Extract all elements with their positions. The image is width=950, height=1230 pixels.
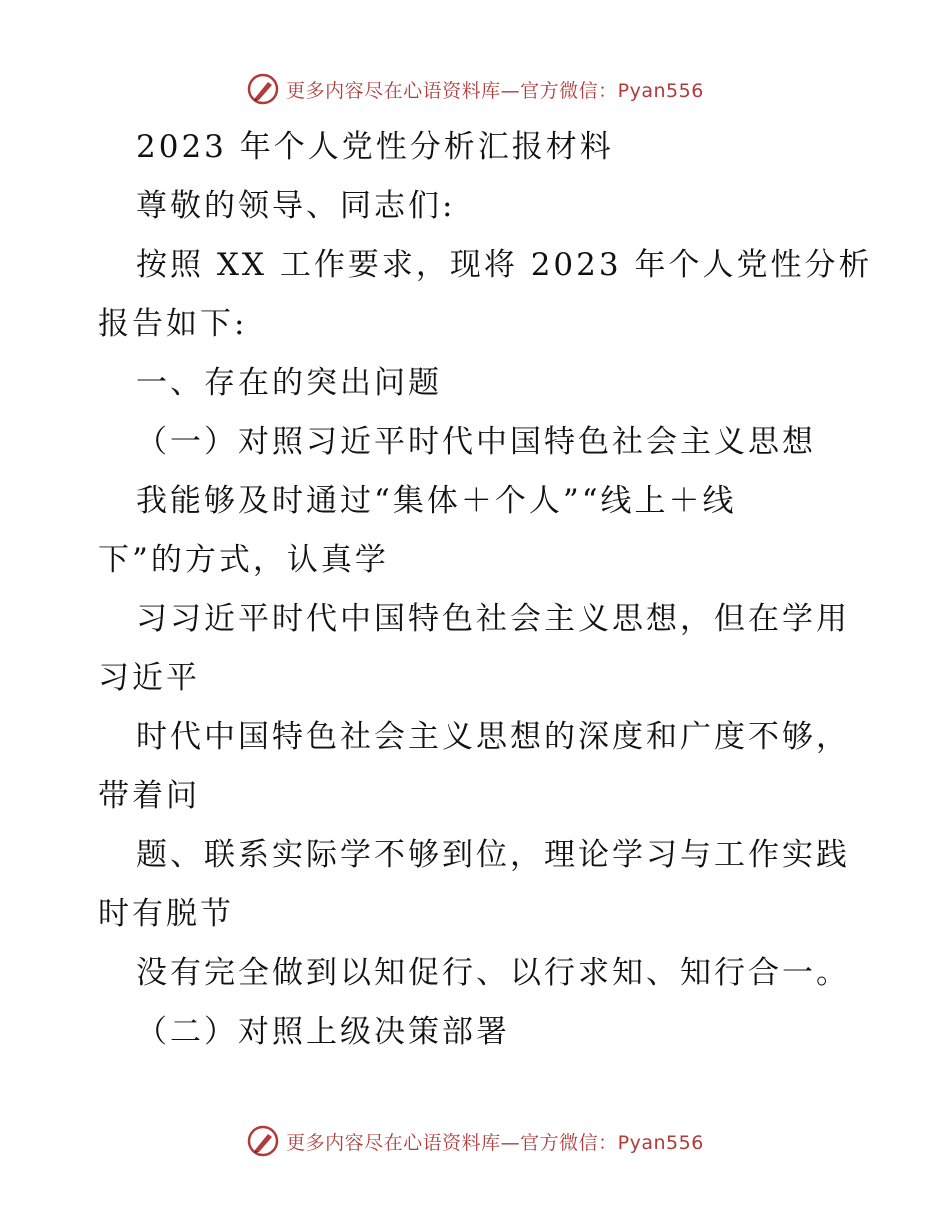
paragraph-line: （二）对照上级决策部署 [136, 1014, 510, 1050]
paragraph-line: 时有脱节 [98, 896, 234, 932]
paragraph-line: 我能够及时通过“集体＋个人”“线上＋线 [136, 483, 737, 519]
pen-logo-icon [246, 72, 280, 106]
paragraph-line: 题、联系实际学不够到位，理论学习与工作实践 [136, 837, 850, 873]
paragraph-line: 一、存在的突出问题 [136, 365, 442, 401]
paragraph-line: 报告如下: [98, 306, 248, 342]
watermark-text: 更多内容尽在心语资料库—官方微信：Pyan556 [286, 1131, 704, 1154]
document-title: 2023 年个人党性分析汇报材料 [136, 129, 614, 165]
paragraph-line: 下”的方式，认真学 [98, 542, 389, 578]
footer-watermark [0, 1124, 950, 1158]
paragraph-line: 习习近平时代中国特色社会主义思想，但在学用 [136, 601, 850, 637]
document-body [98, 118, 873, 1062]
watermark-text: 更多内容尽在心语资料库—官方微信：Pyan556 [286, 79, 704, 102]
pen-logo-icon [246, 1124, 280, 1158]
paragraph-line: （一）对照习近平时代中国特色社会主义思想 [136, 424, 816, 460]
paragraph-line: 时代中国特色社会主义思想的深度和广度不够， [136, 719, 850, 755]
paragraph-line: 尊敬的领导、同志们: [136, 188, 456, 224]
paragraph-line: 带着问 [98, 778, 200, 814]
paragraph-line: 没有完全做到以知促行、以行求知、知行合一。 [136, 955, 850, 991]
header-watermark [0, 72, 950, 106]
paragraph-line: 按照 XX 工作要求，现将 2023 年个人党性分析 [136, 247, 873, 283]
paragraph-line: 习近平 [98, 660, 200, 696]
